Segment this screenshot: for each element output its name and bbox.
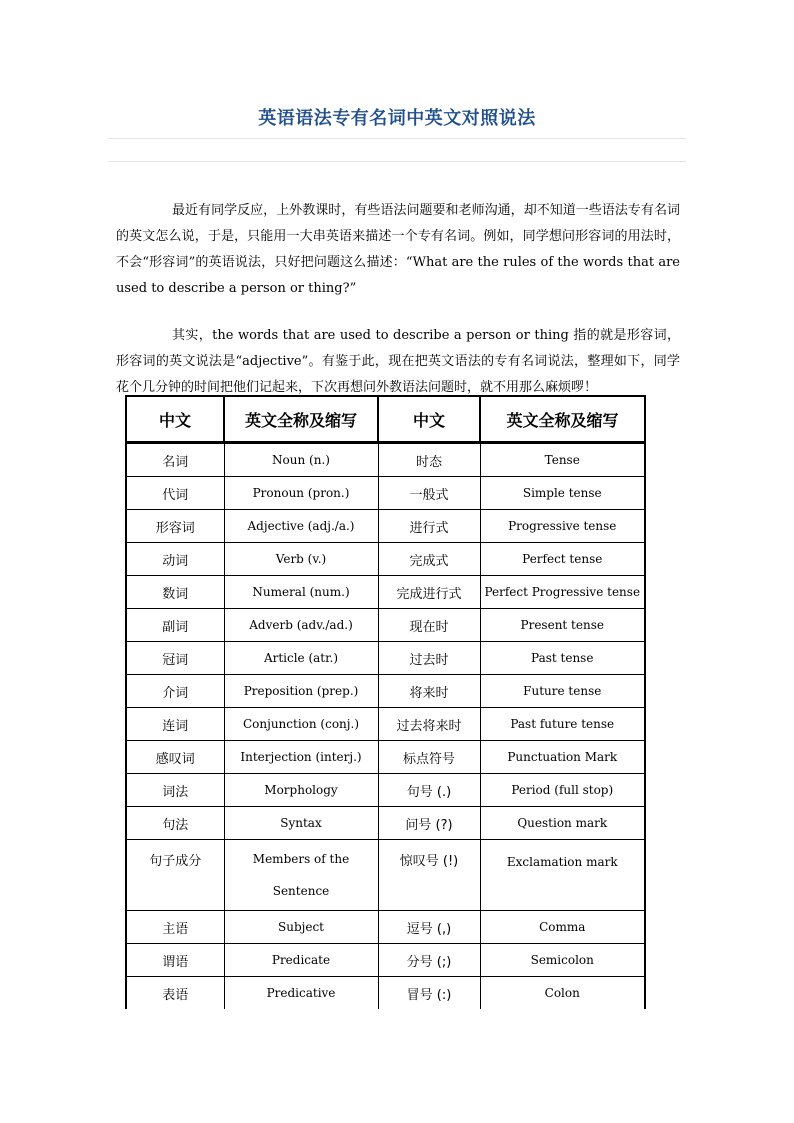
term-chinese: 谓语	[126, 944, 224, 977]
term-english: Interjection (interj.)	[224, 741, 378, 774]
term-english: Semicolon	[480, 944, 645, 977]
intro-paragraph: 最近有同学反应，上外教课时，有些语法问题要和老师沟通，却不知道一些语法专有名词的英文怎么说，于是，只能用一大串英语来描述一个专有名词。例如，同学想问形容词的用法时，不会“形容词”的英语说法，只好把问题这么描述：“What are the rules of the words that are used to describe a person or thing?”	[116, 203, 680, 296]
term-english: Predicative	[224, 977, 378, 1010]
header-chinese-2: 中文	[378, 396, 480, 443]
term-english: Question mark	[480, 807, 645, 840]
term-english: Adjective (adj./a.)	[224, 510, 378, 543]
header-english-1: 英文全称及缩写	[224, 396, 378, 443]
term-english: Preposition (prep.)	[224, 675, 378, 708]
header-chinese-1: 中文	[126, 396, 224, 443]
term-chinese: 完成式	[378, 543, 480, 576]
header-english-2: 英文全称及缩写	[480, 396, 645, 443]
term-chinese: 完成进行式	[378, 576, 480, 609]
term-chinese: 介词	[126, 675, 224, 708]
table-row	[126, 911, 645, 944]
title-divider-bottom	[108, 161, 686, 162]
table-row	[126, 443, 645, 477]
term-chinese: 时态	[378, 443, 480, 477]
term-chinese: 数词	[126, 576, 224, 609]
term-english: Morphology	[224, 774, 378, 807]
term-chinese: 句子成分	[126, 840, 224, 911]
table-row	[126, 977, 645, 1010]
term-chinese: 将来时	[378, 675, 480, 708]
term-chinese: 连词	[126, 708, 224, 741]
table-row	[126, 944, 645, 977]
table-row	[126, 807, 645, 840]
table-row	[126, 741, 645, 774]
term-chinese: 主语	[126, 911, 224, 944]
term-english: Members of the Sentence	[224, 840, 378, 911]
table-row	[126, 840, 645, 911]
term-english: Present tense	[480, 609, 645, 642]
term-chinese: 逗号 (,)	[378, 911, 480, 944]
term-english: Adverb (adv./ad.)	[224, 609, 378, 642]
table-row	[126, 642, 645, 675]
grammar-terms-table	[125, 395, 646, 1009]
term-english: Perfect tense	[480, 543, 645, 576]
term-chinese: 问号 (?)	[378, 807, 480, 840]
term-chinese: 冒号 (:)	[378, 977, 480, 1010]
term-english: Tense	[480, 443, 645, 477]
term-chinese: 进行式	[378, 510, 480, 543]
term-english: Colon	[480, 977, 645, 1010]
term-chinese: 形容词	[126, 510, 224, 543]
term-chinese: 感叹词	[126, 741, 224, 774]
term-english: Conjunction (conj.)	[224, 708, 378, 741]
table-row	[126, 609, 645, 642]
term-english: Verb (v.)	[224, 543, 378, 576]
term-english: Pronoun (pron.)	[224, 477, 378, 510]
term-english: Comma	[480, 911, 645, 944]
term-english: Syntax	[224, 807, 378, 840]
explanation-paragraph: 其实，the words that are used to describe a person or thing 指的就是形容词，形容词的英文说法是“adjective”。有鉴于此，现在把英文语法的专有名词说法，整理如下，同学花个几分钟的时间把他们记起来，下次再想问外教语法问题时，就不用那么麻烦啰！	[116, 328, 680, 395]
term-english: Future tense	[480, 675, 645, 708]
term-chinese: 过去将来时	[378, 708, 480, 741]
term-english: Simple tense	[480, 477, 645, 510]
term-chinese: 名词	[126, 443, 224, 477]
table-row	[126, 708, 645, 741]
term-english: Noun (n.)	[224, 443, 378, 477]
term-english: Numeral (num.)	[224, 576, 378, 609]
table-row	[126, 543, 645, 576]
term-english: Past tense	[480, 642, 645, 675]
term-english: Progressive tense	[480, 510, 645, 543]
table-row	[126, 510, 645, 543]
term-english: Subject	[224, 911, 378, 944]
title-divider-top	[108, 138, 686, 139]
table-body	[126, 443, 645, 1010]
table-row	[126, 477, 645, 510]
term-chinese: 代词	[126, 477, 224, 510]
term-chinese: 副词	[126, 609, 224, 642]
term-chinese: 句法	[126, 807, 224, 840]
term-chinese: 句号 (.)	[378, 774, 480, 807]
term-chinese: 动词	[126, 543, 224, 576]
term-english: Punctuation Mark	[480, 741, 645, 774]
term-english: Exclamation mark	[480, 840, 645, 911]
term-english: Article (atr.)	[224, 642, 378, 675]
term-english: Perfect Progressive tense	[480, 576, 645, 609]
table-row	[126, 675, 645, 708]
term-chinese: 标点符号	[378, 741, 480, 774]
term-chinese: 分号 (;)	[378, 944, 480, 977]
term-chinese: 表语	[126, 977, 224, 1010]
term-chinese: 过去时	[378, 642, 480, 675]
table-row	[126, 774, 645, 807]
table-header-row	[126, 396, 645, 443]
term-english: Period (full stop)	[480, 774, 645, 807]
term-chinese: 现在时	[378, 609, 480, 642]
term-english: Past future tense	[480, 708, 645, 741]
table-row	[126, 576, 645, 609]
term-chinese: 惊叹号 (!)	[378, 840, 480, 911]
term-english: Predicate	[224, 944, 378, 977]
page-title: 英语语法专有名词中英文对照说法	[258, 108, 536, 129]
term-chinese: 冠词	[126, 642, 224, 675]
term-chinese: 一般式	[378, 477, 480, 510]
term-chinese: 词法	[126, 774, 224, 807]
